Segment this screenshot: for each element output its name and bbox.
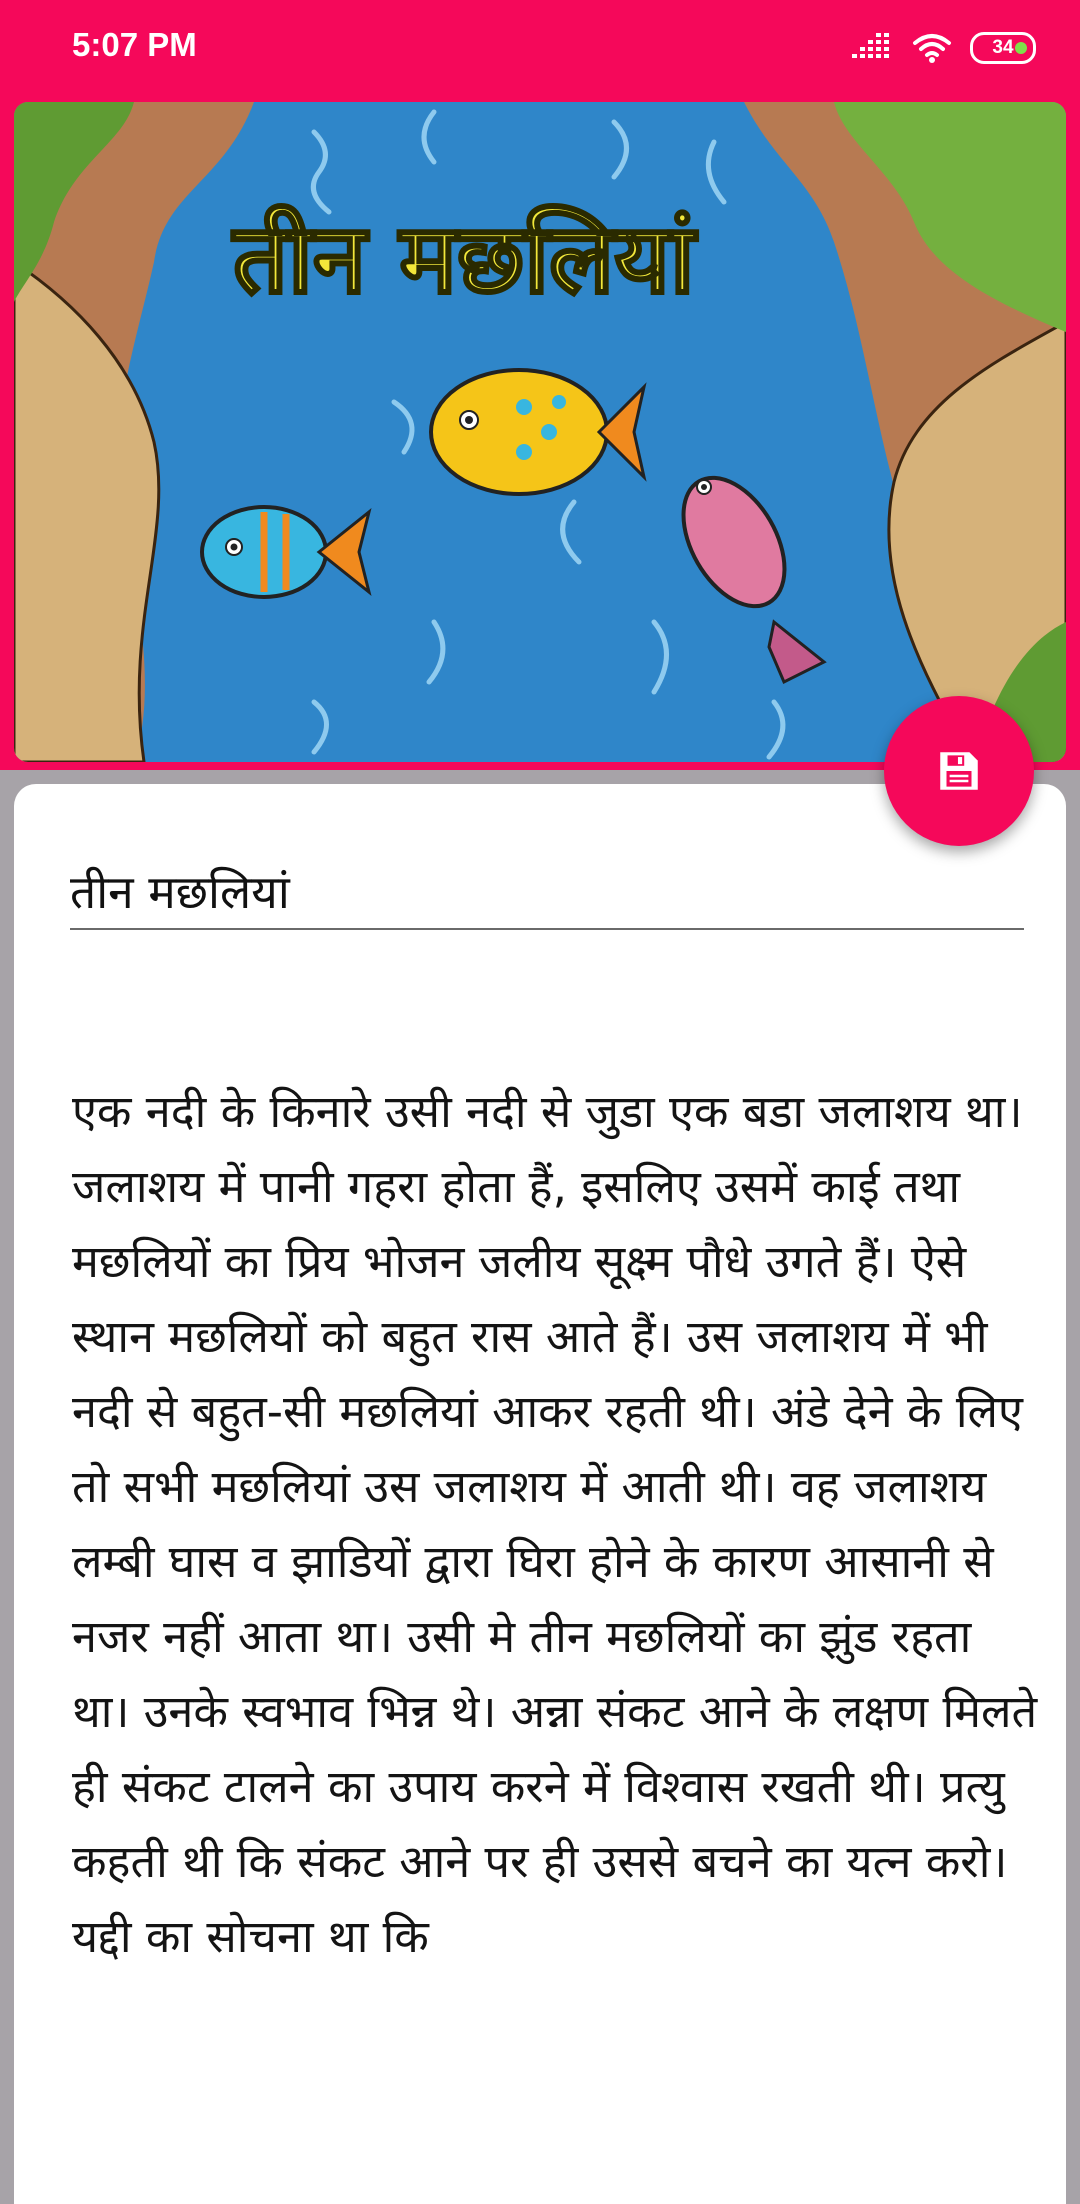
save-icon (934, 746, 984, 796)
battery-icon (970, 32, 1036, 64)
story-card (14, 784, 1066, 2204)
story-body-text: एक नदी के किनारे उसी नदी से जुडा एक बडा जलाशय था। जलाशय में पानी गहरा होता हैं, इसलिए उसमें काई तथा मछलियों का प्रिय भोजन जलीय सूक्ष्म पौधे उगते हैं। ऐसे स्थान मछलियों को बहुत रास आते हैं। उस जलाशय में भी नदी से बहुत-सी मछलियां आकर रहती थी। अंडे देने के लिए तो सभी मछलियां उस जलाशय में आती थी। वह जलाशय लम्बी घास व झाडियों द्वारा घिरा होने के कारण आसानी से नजर नहीं आता था। उसी मे तीन मछलियों का झुंड रहता था। उनके स्वभाव भिन्न थे। अन्ना संकट आने के लक्षण मिलते ही संकट टालने का उपाय करने में विश्वास रखती थी। प्रत्यु कहती थी कि संकट आने पर ही उससे बचने का यत्न करो। यद्दी का सोचना था कि (72, 1085, 1038, 1963)
status-time: 5:07 PM (72, 26, 197, 63)
hero-title: तीन मछलियां (233, 203, 695, 315)
save-button[interactable] (884, 696, 1034, 846)
status-icons (852, 24, 1036, 72)
story-title-field[interactable]: तीन मछलियां (70, 860, 1024, 930)
story-cover-image (14, 102, 1066, 762)
battery-level: 34 (992, 37, 1014, 58)
wifi-icon (912, 32, 952, 64)
signal-icon (852, 32, 894, 64)
status-bar (0, 0, 1080, 100)
